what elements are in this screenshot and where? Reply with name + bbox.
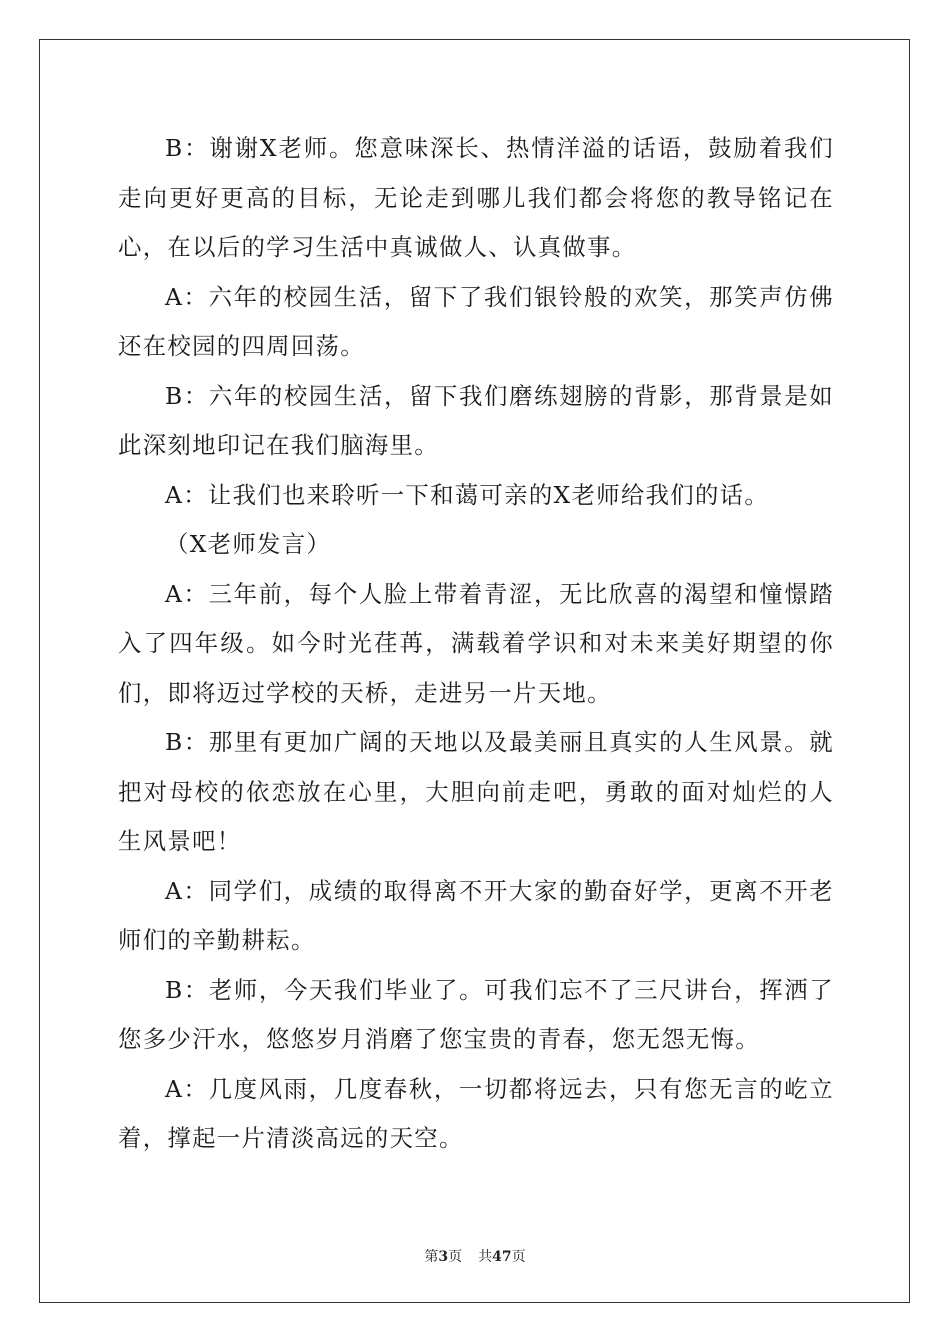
page-suffix: 页 [448, 1249, 463, 1265]
page-prefix: 第 [424, 1249, 439, 1265]
page-number: 3 [438, 1249, 449, 1265]
paragraph-9: B：老师，今天我们毕业了。可我们忘不了三尺讲台，挥洒了您多少汗水，悠悠岁月消磨了您宝贵的青春，您无怨无悔。 [118, 975, 834, 1053]
total-prefix: 共 [478, 1249, 493, 1265]
page-footer [0, 1246, 950, 1266]
paragraph-8: A：同学们，成绩的取得离不开大家的勤奋好学，更离不开老师们的辛勤耕耘。 [118, 876, 834, 954]
paragraph-7: B：那里有更加广阔的天地以及最美丽且真实的人生风景。就把对母校的依恋放在心里，大胆向前走吧，勇敢的面对灿烂的人生风景吧！ [118, 728, 834, 855]
paragraph-3: B：六年的校园生活，留下我们磨练翅膀的背影，那背景是如此深刻地印记在我们脑海里。 [118, 381, 834, 459]
paragraph-4: A：让我们也来聆听一下和蔼可亲的X老师给我们的话。 [165, 480, 770, 509]
total-pages: 47 [492, 1249, 512, 1265]
document-body [118, 124, 834, 1164]
paragraph-1: B：谢谢X老师。您意味深长、热情洋溢的话语，鼓励着我们走向更好更高的目标，无论走到哪儿我们都会将您的教导铭记在心，在以后的学习生活中真诚做人、认真做事。 [118, 134, 834, 261]
paragraph-10: A：几度风雨，几度春秋，一切都将远去，只有您无言的屹立着，撑起一片清淡高远的天空。 [118, 1074, 834, 1152]
total-suffix: 页 [511, 1249, 526, 1265]
paragraph-2: A：六年的校园生活，留下了我们银铃般的欢笑，那笑声仿佛还在校园的四周回荡。 [118, 282, 834, 360]
paragraph-5: （X老师发言） [165, 530, 332, 558]
paragraph-6: A：三年前，每个人脸上带着青涩，无比欣喜的渴望和憧憬踏入了四年级。如今时光荏苒，满载着学识和对未来美好期望的你们，即将迈过学校的天桥，走进另一片天地。 [118, 579, 834, 707]
